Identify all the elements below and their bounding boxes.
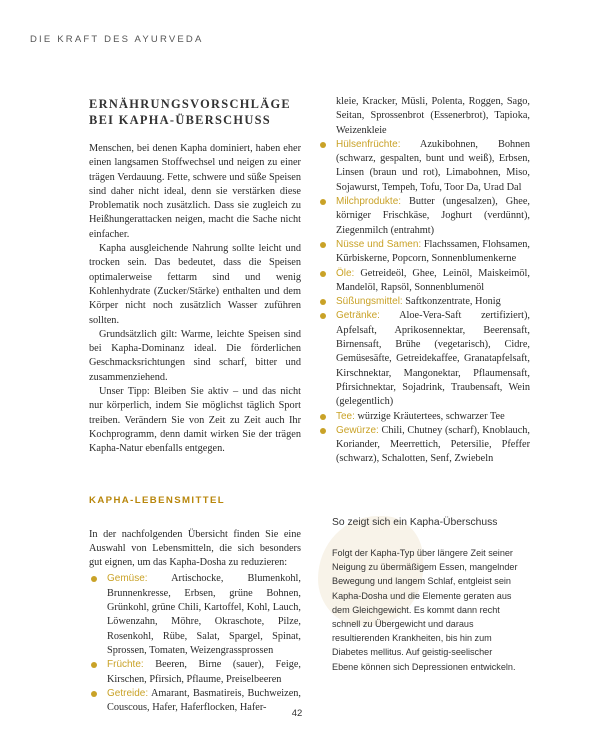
info-box-title: So zeigt sich ein Kapha-Überschuss bbox=[332, 517, 498, 528]
food-items: Aloe-Vera-Saft zertifiziert), Apfelsaft, Aprikosennektar, Beerensaft, Birnensaft, Brühe (vegetarisch), Cidre, Gemüsesäfte, Getreidekaffee, Granatapfelsaft, Kirschnektar, Mangonektar, Pflaumensaft, Pfirsichnektar, Sojadrink, Traubensaft, Wein (gelegentlich) bbox=[336, 310, 530, 408]
paragraph-2: Kapha ausgleichende Nahrung sollte leicht und trocken sein. Das bedeutet, dass die Speisen optimalerweise fettarm sind und wenig Kohlenhydrate (Zucker/Stärke) enthalten und dem Körper nicht noch zusätzlich Wasser zuführen sollten. bbox=[89, 243, 301, 326]
food-item bbox=[318, 195, 530, 238]
bullet-dot-icon bbox=[91, 576, 97, 582]
food-category: Getränke: bbox=[336, 310, 380, 322]
food-category: Gewürze: bbox=[336, 424, 379, 436]
food-items: würzige Kräutertees, schwarzer Tee bbox=[357, 410, 505, 422]
subheading-kapha-food: KAPHA-LEBENSMITTEL bbox=[89, 494, 226, 506]
info-box bbox=[318, 508, 548, 693]
food-items: Butter (ungesalzen), Ghee, körniger Frischkäse, Joghurt (verdünnt), Ziegenmilch (entrahmt) bbox=[336, 196, 530, 236]
bullet-dot-icon bbox=[320, 142, 326, 148]
food-items: Flachssamen, Flohsamen, Kürbiskerne, Popcorn, Sonnenblumenkerne bbox=[336, 238, 530, 265]
food-item bbox=[318, 309, 530, 409]
food-category: Früchte: bbox=[107, 659, 144, 671]
section-heading-line-1: ERNÄHRUNGSVORSCHLÄGE bbox=[89, 97, 291, 111]
food-item bbox=[318, 410, 530, 424]
food-item-continuation: kleie, Kracker, Müsli, Polenta, Roggen, Sago, Seitan, Sprossenbrot (Essenerbrot), Tapioka, Weizenkleie bbox=[336, 96, 530, 136]
food-item bbox=[318, 238, 530, 267]
bullet-dot-icon bbox=[91, 691, 97, 697]
food-items: Azukibohnen, Bohnen (schwarz, gespalten, bunt und weiß), Erbsen, Linsen (braun und rot), Limabohnen, Miso, Sojawurst, Tempeh, Tofu, Toor Da, Urad Dal bbox=[336, 138, 530, 193]
food-category: Süßungsmittel: bbox=[336, 296, 403, 308]
food-item bbox=[318, 424, 530, 467]
paragraph-4: Unser Tipp: Bleiben Sie aktiv – und das nicht nur körperlich, indem Sie möglichst täglich Sport treiben. Verändern Sie von Zeit zu Zeit auch Ihr Kochprogramm, denn damit wirken Sie der trägen Kapha-Natur ebenfalls entgegen. bbox=[89, 386, 301, 455]
left-column bbox=[89, 96, 301, 715]
food-category: Getreide: bbox=[107, 687, 149, 699]
food-list-right bbox=[318, 138, 530, 467]
section-heading-line-2: BEI KAPHA-ÜBERSCHUSS bbox=[89, 113, 271, 127]
food-list-left bbox=[89, 572, 301, 715]
food-category: Gemüse: bbox=[107, 573, 148, 585]
food-item bbox=[318, 295, 530, 309]
running-head: DIE KRAFT DES AYURVEDA bbox=[30, 34, 204, 45]
food-category: Öle: bbox=[336, 267, 355, 279]
info-box-text: Folgt der Kapha-Typ über längere Zeit seiner Neigung zu übermäßigem Essen, mangelnder Bewegung und langem Schlaf, entgleist sein Kapha-Dosha und die Elemente geraten aus dem Gleichgewicht. Es kommt dann recht schnell zu Übergewicht und daraus resultierenden Krankheiten, bis hin zum Diabetes mellitus. Auf geistig-seelischer Ebene können sich Depressionen entwickeln. bbox=[332, 548, 518, 672]
bullet-dot-icon bbox=[320, 414, 326, 420]
food-item bbox=[89, 658, 301, 687]
bullet-dot-icon bbox=[91, 662, 97, 668]
bullet-dot-icon bbox=[320, 313, 326, 319]
paragraph-3: Grundsätzlich gilt: Warme, leichte Speisen sind bei Kapha-Dominanz ideal. Die förderlichen Geschmacksrichtungen sind scharf, bitter und zusammenziehend. bbox=[89, 328, 301, 383]
bullet-dot-icon bbox=[320, 271, 326, 277]
bullet-dot-icon bbox=[320, 199, 326, 205]
food-items: Saftkonzentrate, Honig bbox=[405, 296, 501, 308]
food-item bbox=[89, 572, 301, 658]
food-items: Artischocke, Blumenkohl, Brunnenkresse, Erbsen, grüne Bohnen, Grünkohl, grüne Chili, Kartoffel, Kohl, Lauch, Löwenzahn, Möhre, Okraschote, Pilze, Rosenkohl, Rübe, Salat, Spargel, Spinat, Sprossen, Tomaten, Weizengrassprossen bbox=[107, 573, 301, 656]
bullet-dot-icon bbox=[320, 428, 326, 434]
section-heading bbox=[89, 96, 301, 128]
food-category: Hülsenfrüchte: bbox=[336, 138, 401, 150]
food-item bbox=[318, 138, 530, 195]
food-intro: In der nachfolgenden Übersicht finden Sie eine Auswahl von Lebensmitteln, die sich besonders gut eignen, um das Kapha-Dosha zu reduzieren: bbox=[89, 528, 301, 569]
page-number: 42 bbox=[291, 708, 303, 719]
food-category: Milchprodukte: bbox=[336, 196, 402, 208]
right-column bbox=[318, 95, 530, 467]
food-category: Nüsse und Samen: bbox=[336, 238, 422, 250]
food-items: Beeren, Birne (sauer), Feige, Kirschen, Pfirsich, Pflaume, Preiselbeeren bbox=[107, 659, 302, 685]
bullet-dot-icon bbox=[320, 242, 326, 248]
bullet-dot-icon bbox=[320, 299, 326, 305]
food-items: Chili, Chutney (scharf), Knoblauch, Koriander, Meerrettich, Petersilie, Pfeffer (schwarz), Schalotten, Senf, Zwiebeln bbox=[336, 424, 530, 465]
food-items: Amarant, Basmatireis, Buchweizen, Couscous, Hafer, Haferflocken, Hafer- bbox=[107, 687, 301, 714]
food-items: Getreideöl, Ghee, Leinöl, Maiskeimöl, Mandelöl, Rapsöl, Sonnenblumenöl bbox=[336, 267, 530, 293]
food-category: Tee: bbox=[336, 410, 355, 422]
food-item bbox=[318, 267, 530, 296]
paragraph-1: Menschen, bei denen Kapha dominiert, haben eher einen langsamen Stoffwechsel und neigen zu einer trägen Verdauung. Fette, schwere und süße Speisen sind daher nicht ideal, denn sie verstärken diese Problematik noch zusätzlich. Dass sie zugleich zu Heißhungerattacken neigen, macht die Sache nicht einfacher. bbox=[89, 143, 301, 240]
